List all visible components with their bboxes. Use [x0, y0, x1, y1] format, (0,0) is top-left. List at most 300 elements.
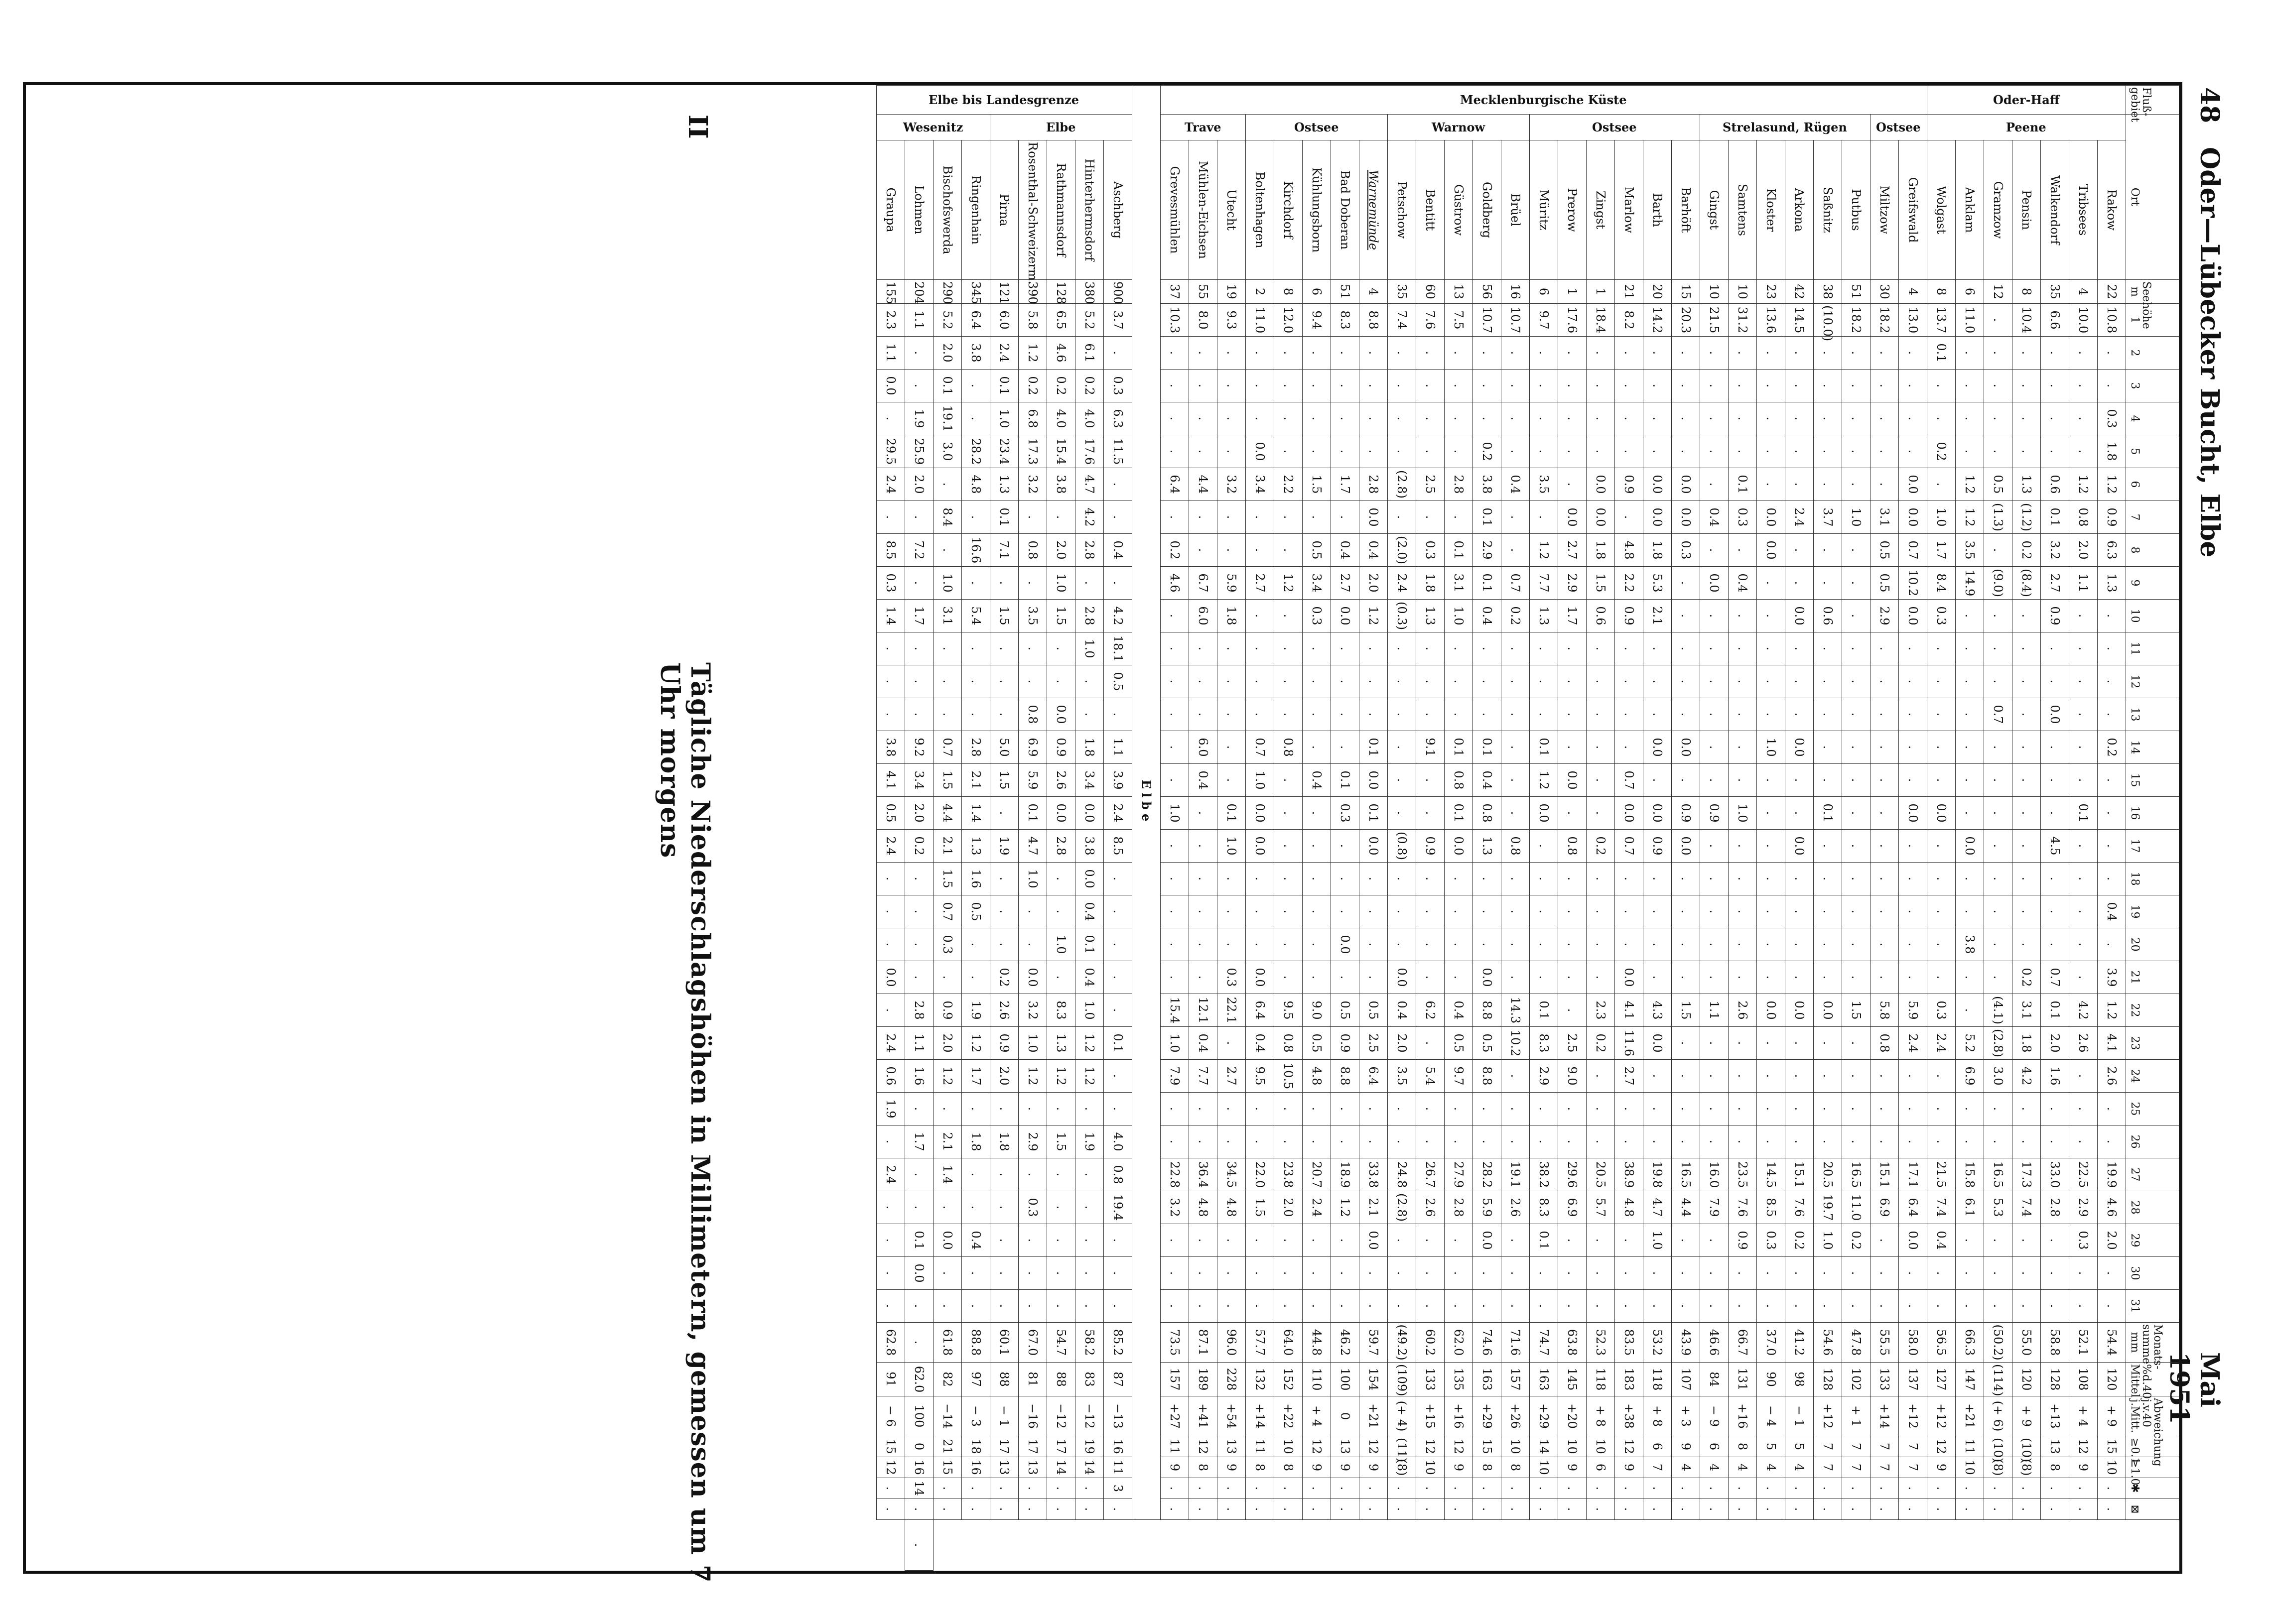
- count-days-snow: .: [1303, 1478, 1331, 1499]
- day-value: 2.4: [877, 1027, 905, 1060]
- monthly-sum: 53.2: [1643, 1323, 1672, 1363]
- day-value: .: [1956, 1093, 1984, 1125]
- header-day: 22: [2126, 994, 2179, 1027]
- day-value: .: [1927, 402, 1956, 435]
- day-value: .: [1359, 961, 1388, 994]
- deviation-from-mean: − 3: [962, 1396, 990, 1436]
- day-value: .: [1161, 961, 1189, 994]
- day-value: .: [1217, 1125, 1246, 1158]
- count-days-01: 16: [905, 1457, 934, 1478]
- day-value: .: [1927, 764, 1956, 797]
- day-value: .: [1217, 534, 1246, 567]
- count-days-hail: .: [1161, 1499, 1189, 1520]
- day-value: .: [1842, 402, 1871, 435]
- day-value: 7.9: [1700, 1191, 1729, 1224]
- day-value: 3.8: [877, 731, 905, 764]
- header-count-01: ≥0.1: [2126, 1436, 2179, 1457]
- table-frame: [23, 82, 2182, 1574]
- basin-cell: Oder-Haff: [1927, 86, 2126, 115]
- header-monthly-sum: Monats-summe mm: [2126, 1323, 2179, 1363]
- day-value: 5.7: [1587, 1191, 1615, 1224]
- day-value: 2.1: [934, 830, 962, 863]
- count-days-snow: .: [905, 1499, 934, 1520]
- day-value: 0.0: [1757, 501, 1785, 534]
- day-value: 1.0: [1757, 731, 1785, 764]
- table-row: [2041, 86, 2069, 1571]
- day-value: 2.0: [934, 1027, 962, 1060]
- day-value: 2.9: [1558, 567, 1587, 600]
- count-days-01: (10): [1984, 1436, 2012, 1457]
- day-value: .: [990, 928, 1019, 961]
- day-value: .: [1246, 1093, 1274, 1125]
- table-row: [962, 86, 990, 1571]
- count-days-hail: .: [1104, 1499, 1132, 1520]
- day-value: .: [877, 632, 905, 665]
- day-value: .: [1729, 534, 1757, 567]
- monthly-sum: 62.0: [1445, 1323, 1473, 1363]
- day-value: .: [2069, 1290, 2098, 1323]
- day-value: .: [2041, 895, 2069, 928]
- day-value: .: [1445, 1125, 1473, 1158]
- day-value: .: [1615, 731, 1643, 764]
- day-value: 4.0: [1047, 402, 1075, 435]
- count-days-snow: .: [990, 1478, 1019, 1499]
- day-value: .: [1388, 698, 1416, 731]
- day-value: 10.8: [2098, 304, 2126, 337]
- day-value: .: [1530, 1125, 1558, 1158]
- header-day: 5: [2126, 435, 2179, 468]
- deviation-from-mean: − 9: [1700, 1396, 1729, 1436]
- station-altitude: 1: [1558, 280, 1587, 304]
- day-value: .: [1274, 1257, 1303, 1290]
- table-row: [1388, 86, 1416, 1571]
- day-value: 0.4: [1388, 994, 1416, 1027]
- day-value: 23.8: [1274, 1158, 1303, 1191]
- station-name: Ringenhain: [962, 140, 990, 280]
- day-value: .: [1871, 632, 1899, 665]
- day-value: 4.7: [1019, 830, 1047, 863]
- day-value: .: [1331, 1257, 1359, 1290]
- basin-cell: Elbe bis Landesgrenze: [877, 86, 1132, 115]
- monthly-sum: 52.1: [2069, 1323, 2098, 1363]
- monthly-sum: 43.9: [1672, 1323, 1700, 1363]
- station-altitude: 55: [1189, 280, 1217, 304]
- count-days-01: 12: [1445, 1436, 1473, 1457]
- table-row: [1530, 86, 1558, 1571]
- day-value: 15.1: [1871, 1158, 1899, 1191]
- day-value: 0.6: [1814, 600, 1842, 632]
- day-value: 1.9: [877, 1093, 905, 1125]
- station-name: Rakow: [2098, 140, 2126, 280]
- percent-of-mean: 137: [1899, 1363, 1927, 1396]
- station-name: Petschow: [1388, 140, 1416, 280]
- count-days-01: 11: [1956, 1436, 1984, 1457]
- day-value: .: [1416, 370, 1445, 402]
- day-value: 25.9: [905, 435, 934, 468]
- day-value: 5.9: [1473, 1191, 1501, 1224]
- day-value: 0.8: [1104, 1158, 1132, 1191]
- day-value: .: [1814, 468, 1842, 501]
- day-value: .: [1501, 928, 1530, 961]
- day-value: .: [2041, 1224, 2069, 1257]
- day-value: .: [1899, 402, 1927, 435]
- day-value: .: [1956, 764, 1984, 797]
- day-value: .: [2041, 731, 2069, 764]
- day-value: 6.8: [1019, 402, 1047, 435]
- day-value: .: [2012, 1224, 2041, 1257]
- day-value: .: [1303, 1257, 1331, 1290]
- day-value: 5.9: [1899, 994, 1927, 1027]
- day-value: 0.2: [2012, 534, 2041, 567]
- day-value: .: [1899, 665, 1927, 698]
- day-value: 4.7: [1643, 1191, 1672, 1224]
- day-value: .: [1871, 435, 1899, 468]
- day-value: 0.0: [1927, 797, 1956, 830]
- day-value: .: [1558, 928, 1587, 961]
- day-value: .: [2098, 830, 2126, 863]
- day-value: 2.8: [1047, 830, 1075, 863]
- day-value: .: [990, 1158, 1019, 1191]
- percent-of-mean: 157: [1501, 1363, 1530, 1396]
- day-value: .: [1359, 1093, 1388, 1125]
- day-value: .: [1757, 665, 1785, 698]
- day-value: .: [2098, 1290, 2126, 1323]
- day-value: .: [877, 1125, 905, 1158]
- percent-of-mean: 84: [1700, 1363, 1729, 1396]
- table-row: [1729, 86, 1757, 1571]
- station-name: Walkendorf: [2041, 140, 2069, 280]
- day-value: 0.7: [1246, 731, 1274, 764]
- day-value: .: [1161, 698, 1189, 731]
- count-days-hail: .: [1047, 1499, 1075, 1520]
- day-value: .: [1984, 337, 2012, 370]
- day-value: .: [1416, 632, 1445, 665]
- day-value: 1.5: [1047, 600, 1075, 632]
- day-value: .: [1927, 928, 1956, 961]
- day-value: .: [1558, 337, 1587, 370]
- count-days-10: 9: [1303, 1457, 1331, 1478]
- header-count-hail: ⊠: [2126, 1499, 2179, 1520]
- day-value: 19.7: [1814, 1191, 1842, 1224]
- day-value: 0.0: [1643, 731, 1672, 764]
- day-value: 0.0: [1785, 994, 1814, 1027]
- day-value: .: [1501, 370, 1530, 402]
- count-days-hail: .: [905, 1520, 934, 1571]
- day-value: .: [2069, 830, 2098, 863]
- station-name: Bischofswerda: [934, 140, 962, 280]
- day-value: 0.0: [1899, 468, 1927, 501]
- day-value: .: [2041, 863, 2069, 895]
- day-value: 0.8: [1501, 830, 1530, 863]
- header-day: 9: [2126, 567, 2179, 600]
- day-value: .: [1445, 632, 1473, 665]
- station-altitude: 10: [1729, 280, 1757, 304]
- day-value: 0.2: [1785, 1224, 1814, 1257]
- percent-of-mean: 82: [934, 1363, 962, 1396]
- day-value: .: [1842, 764, 1871, 797]
- day-value: 2.5: [1359, 1027, 1388, 1060]
- day-value: .: [1047, 895, 1075, 928]
- day-value: .: [1501, 1125, 1530, 1158]
- day-value: 9.1: [1416, 731, 1445, 764]
- day-value: .: [1615, 402, 1643, 435]
- day-value: .: [1558, 698, 1587, 731]
- day-value: .: [1615, 928, 1643, 961]
- day-value: .: [1075, 665, 1104, 698]
- day-value: 0.4: [1104, 534, 1132, 567]
- day-value: .: [1189, 632, 1217, 665]
- day-value: .: [1814, 534, 1842, 567]
- station-altitude: 290: [934, 280, 962, 304]
- day-value: 4.2: [1104, 600, 1132, 632]
- table-row: [1019, 86, 1047, 1571]
- station-altitude: 6: [1303, 280, 1331, 304]
- percent-of-mean: 163: [1473, 1363, 1501, 1396]
- day-value: .: [1104, 1224, 1132, 1257]
- count-days-10: 9: [1161, 1457, 1189, 1478]
- day-value: 0.4: [1075, 961, 1104, 994]
- percent-of-mean: 88: [990, 1363, 1019, 1396]
- day-value: .: [1984, 600, 2012, 632]
- day-value: .: [1729, 402, 1757, 435]
- day-value: .: [1530, 501, 1558, 534]
- day-value: .: [1530, 337, 1558, 370]
- header-day: 15: [2126, 764, 2179, 797]
- day-value: 9.5: [1246, 1060, 1274, 1093]
- day-value: 14.5: [1785, 304, 1814, 337]
- day-value: .: [962, 632, 990, 665]
- day-value: .: [1303, 665, 1331, 698]
- day-value: .: [1814, 1257, 1842, 1290]
- day-value: .: [962, 928, 990, 961]
- day-value: 0.0: [934, 1224, 962, 1257]
- day-value: .: [1643, 961, 1672, 994]
- header-day: 21: [2126, 961, 2179, 994]
- day-value: 2.3: [877, 304, 905, 337]
- day-value: .: [1445, 501, 1473, 534]
- day-value: .: [1700, 632, 1729, 665]
- day-value: 4.8: [1189, 1191, 1217, 1224]
- monthly-sum: 58.2: [1075, 1323, 1104, 1363]
- day-value: .: [1615, 370, 1643, 402]
- day-value: .: [1303, 632, 1331, 665]
- day-value: 1.8: [962, 1125, 990, 1158]
- day-value: 18.1: [1104, 632, 1132, 665]
- deviation-from-mean: +29: [1530, 1396, 1558, 1436]
- day-value: .: [1757, 830, 1785, 863]
- day-value: .: [1303, 337, 1331, 370]
- day-value: 0.7: [2041, 961, 2069, 994]
- day-value: .: [1984, 665, 2012, 698]
- day-value: 6.3: [1104, 402, 1132, 435]
- count-days-10: 4: [1785, 1457, 1814, 1478]
- count-days-10: 10: [1416, 1457, 1445, 1478]
- day-value: .: [1189, 1125, 1217, 1158]
- day-value: .: [934, 1257, 962, 1290]
- day-value: .: [1558, 1290, 1587, 1323]
- day-value: .: [1161, 1290, 1189, 1323]
- day-value: .: [1473, 928, 1501, 961]
- day-value: .: [1700, 534, 1729, 567]
- day-value: 16.6: [962, 534, 990, 567]
- count-days-snow: .: [1359, 1478, 1388, 1499]
- count-days-hail: .: [1075, 1499, 1104, 1520]
- day-value: .: [1501, 1093, 1530, 1125]
- day-value: 1.4: [934, 1158, 962, 1191]
- day-value: 0.0: [1672, 468, 1700, 501]
- day-value: 2.4: [1303, 1191, 1331, 1224]
- count-days-snow: .: [1501, 1478, 1530, 1499]
- deviation-from-mean: − 1: [990, 1396, 1019, 1436]
- percent-of-mean: 120: [2098, 1363, 2126, 1396]
- day-value: .: [1700, 764, 1729, 797]
- day-value: .: [962, 665, 990, 698]
- day-value: 0.2: [1587, 830, 1615, 863]
- day-value: 0.5: [1303, 534, 1331, 567]
- day-value: 0.9: [934, 994, 962, 1027]
- day-value: 0.0: [1359, 501, 1388, 534]
- day-value: 7.6: [1729, 1191, 1757, 1224]
- day-value: .: [905, 895, 934, 928]
- percent-of-mean: 88: [1047, 1363, 1075, 1396]
- day-value: .: [1303, 863, 1331, 895]
- day-value: .: [1217, 731, 1246, 764]
- day-value: .: [1757, 961, 1785, 994]
- count-days-10: 9: [1217, 1457, 1246, 1478]
- day-value: 10.7: [1501, 304, 1530, 337]
- count-days-01: 14: [1530, 1436, 1558, 1457]
- table-row: [1700, 86, 1729, 1571]
- monthly-sum: 67.0: [1019, 1323, 1047, 1363]
- day-value: .: [2069, 1125, 2098, 1158]
- basin-cell: Mecklenburgische Küste: [1161, 86, 1927, 115]
- day-value: .: [1019, 1257, 1047, 1290]
- count-days-hail: .: [1359, 1499, 1388, 1520]
- day-value: .: [1530, 665, 1558, 698]
- day-value: 0.1: [905, 1224, 934, 1257]
- day-value: .: [1274, 1125, 1303, 1158]
- count-days-snow: .: [1785, 1478, 1814, 1499]
- deviation-from-mean: +20: [1558, 1396, 1587, 1436]
- count-days-01: 10: [1274, 1436, 1303, 1457]
- day-value: .: [1274, 402, 1303, 435]
- day-value: 0.9: [1729, 1224, 1757, 1257]
- day-value: .: [1388, 370, 1416, 402]
- day-value: .: [990, 1224, 1019, 1257]
- day-value: 26.7: [1416, 1158, 1445, 1191]
- day-value: .: [2012, 632, 2041, 665]
- day-value: 3.2: [1019, 468, 1047, 501]
- day-value: .: [1388, 764, 1416, 797]
- count-days-10: 13: [990, 1457, 1019, 1478]
- count-days-10: 13: [1019, 1457, 1047, 1478]
- day-value: .: [1501, 895, 1530, 928]
- day-value: .: [877, 1257, 905, 1290]
- day-value: 33.8: [1359, 1158, 1388, 1191]
- day-value: .: [1700, 600, 1729, 632]
- day-value: 1.0: [1729, 797, 1757, 830]
- monthly-sum: 52.3: [1587, 1323, 1615, 1363]
- day-value: .: [1984, 1224, 2012, 1257]
- deviation-from-mean: +21: [1956, 1396, 1984, 1436]
- count-days-hail: .: [1587, 1499, 1615, 1520]
- day-value: 18.2: [1842, 304, 1871, 337]
- count-days-hail: .: [1700, 1499, 1729, 1520]
- day-value: 6.9: [1019, 731, 1047, 764]
- day-value: .: [1359, 1125, 1388, 1158]
- day-value: 2.4: [1927, 1027, 1956, 1060]
- day-value: .: [1842, 928, 1871, 961]
- day-value: .: [1558, 665, 1587, 698]
- table-row: [1842, 86, 1871, 1571]
- count-days-10: 9: [1558, 1457, 1587, 1478]
- day-value: 21.5: [1700, 304, 1729, 337]
- day-value: .: [2012, 600, 2041, 632]
- day-value: .: [1189, 370, 1217, 402]
- day-value: .: [2041, 1125, 2069, 1158]
- day-value: .: [1501, 1060, 1530, 1093]
- day-value: .: [1984, 534, 2012, 567]
- day-value: .: [1217, 1290, 1246, 1323]
- day-value: 8.8: [1473, 994, 1501, 1027]
- station-name: Brüel: [1501, 140, 1530, 280]
- day-value: 1.8: [1587, 534, 1615, 567]
- day-value: 2.8: [1445, 468, 1473, 501]
- day-value: 22.1: [1217, 994, 1246, 1027]
- monthly-sum: 60.1: [990, 1323, 1019, 1363]
- day-value: .: [1388, 895, 1416, 928]
- monthly-sum: 56.5: [1927, 1323, 1956, 1363]
- day-value: .: [1217, 337, 1246, 370]
- day-value: .: [1501, 1290, 1530, 1323]
- day-value: .: [1246, 1257, 1274, 1290]
- day-value: .: [1871, 1125, 1899, 1158]
- day-value: .: [1700, 698, 1729, 731]
- day-value: 1.5: [1047, 1125, 1075, 1158]
- table-row: [1757, 86, 1785, 1571]
- count-days-snow: .: [1189, 1478, 1217, 1499]
- day-value: .: [1331, 895, 1359, 928]
- day-value: .: [1643, 435, 1672, 468]
- day-value: .: [1303, 698, 1331, 731]
- day-value: .: [1019, 895, 1047, 928]
- day-value: .: [2098, 1093, 2126, 1125]
- day-value: .: [2069, 764, 2098, 797]
- day-value: 4.6: [1047, 337, 1075, 370]
- day-value: 3.1: [934, 600, 962, 632]
- day-value: .: [1303, 830, 1331, 863]
- count-days-hail: .: [990, 1499, 1019, 1520]
- day-value: 1.2: [934, 1060, 962, 1093]
- monthly-sum: 60.2: [1416, 1323, 1445, 1363]
- day-value: .: [1956, 1290, 1984, 1323]
- monthly-sum: 58.8: [2041, 1323, 2069, 1363]
- count-days-10: 4: [1729, 1457, 1757, 1478]
- count-days-01: 17: [1047, 1436, 1075, 1457]
- day-value: .: [1189, 928, 1217, 961]
- count-days-01: 21: [934, 1436, 962, 1457]
- day-value: 1.0: [1019, 863, 1047, 895]
- day-value: .: [1331, 1290, 1359, 1323]
- day-value: 1.3: [2098, 567, 2126, 600]
- day-value: .: [2069, 632, 2098, 665]
- deviation-from-mean: +13: [2041, 1396, 2069, 1436]
- day-value: .: [1956, 994, 1984, 1027]
- day-value: .: [1729, 600, 1757, 632]
- day-value: .: [1303, 435, 1331, 468]
- day-value: 1.2: [1956, 468, 1984, 501]
- day-value: 3.5: [1388, 1060, 1416, 1093]
